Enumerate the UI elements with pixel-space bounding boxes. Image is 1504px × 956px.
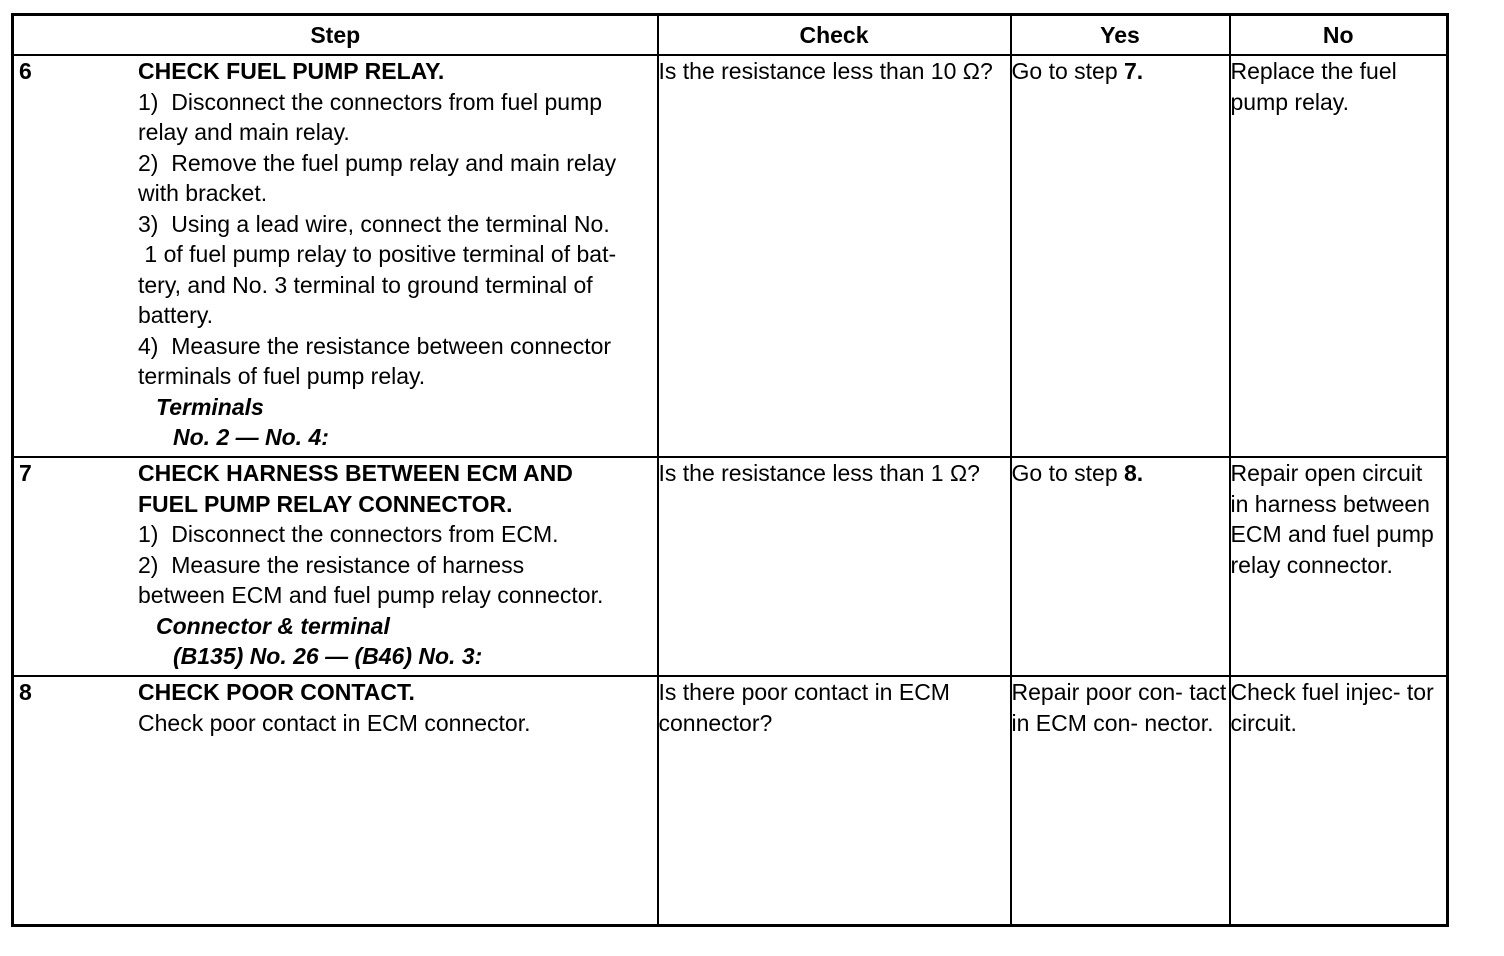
yes-step-ref: 7. — [1124, 58, 1144, 84]
spec-label: Terminals — [156, 393, 264, 420]
step-cell — [13, 676, 658, 926]
check-cell: Is there poor contact in ECM connector? — [658, 676, 1011, 926]
step-number: 7 — [19, 460, 32, 486]
step-line: between ECM and fuel pump relay connector. — [138, 582, 604, 608]
yes-cell — [1011, 55, 1230, 457]
yes-text: Go to step — [1011, 58, 1125, 84]
step-line: 1) Disconnect the connectors from ECM. — [138, 521, 559, 547]
yes-cell: Repair poor con- tact in ECM con- nector. — [1011, 676, 1230, 926]
step-title: FUEL PUMP RELAY CONNECTOR. — [138, 490, 513, 517]
spec-value: No. 2 — No. 4: — [173, 424, 329, 450]
step-number: 8 — [19, 679, 32, 705]
step-line: relay and main relay. — [138, 119, 350, 145]
table-header-row — [13, 15, 1448, 56]
step-line: battery. — [138, 302, 213, 328]
step-line: terminals of fuel pump relay. — [138, 363, 426, 389]
no-cell: Replace the fuel pump relay. — [1230, 55, 1448, 457]
table-row — [13, 55, 1448, 457]
yes-step-ref: 8. — [1124, 460, 1144, 486]
header-yes: Yes — [1011, 15, 1230, 56]
table-row — [13, 457, 1448, 676]
step-title: CHECK POOR CONTACT. — [138, 679, 415, 705]
step-title: CHECK FUEL PUMP RELAY. — [138, 58, 445, 84]
check-cell: Is the resistance less than 10 Ω? — [658, 55, 1011, 457]
step-cell — [13, 457, 658, 676]
check-cell: Is the resistance less than 1 Ω? — [658, 457, 1011, 676]
header-check: Check — [658, 15, 1011, 56]
step-line: 3) Using a lead wire, connect the terminal No. — [138, 210, 610, 237]
step-line: 1) Disconnect the connectors from fuel pump — [138, 88, 603, 115]
step-line: 2) Measure the resistance of harness — [138, 551, 525, 578]
table-row — [13, 676, 1448, 926]
yes-text: Go to step — [1011, 460, 1125, 486]
step-title: CHECK HARNESS BETWEEN ECM AND — [138, 460, 573, 486]
step-number: 6 — [19, 58, 32, 84]
header-no: No — [1230, 15, 1448, 56]
spec-value: (B135) No. 26 — (B46) No. 3: — [173, 643, 483, 669]
step-cell — [13, 55, 658, 457]
step-line: 4) Measure the resistance between connector — [138, 332, 612, 359]
step-line: tery, and No. 3 terminal to ground terminal of — [138, 271, 593, 298]
step-line: with bracket. — [138, 180, 268, 206]
no-cell: Check fuel injec- tor circuit. — [1230, 676, 1448, 926]
step-line: 2) Remove the fuel pump relay and main relay — [138, 149, 617, 176]
step-line: 1 of fuel pump relay to positive terminal of bat- — [138, 241, 617, 267]
header-step: Step — [13, 15, 658, 56]
diagnostic-table — [11, 13, 1449, 927]
no-cell: Repair open circuit in harness between ECM and fuel pump relay connector. — [1230, 457, 1448, 676]
spec-label: Connector & terminal — [156, 612, 390, 639]
yes-cell — [1011, 457, 1230, 676]
step-line: Check poor contact in ECM connector. — [138, 709, 531, 736]
